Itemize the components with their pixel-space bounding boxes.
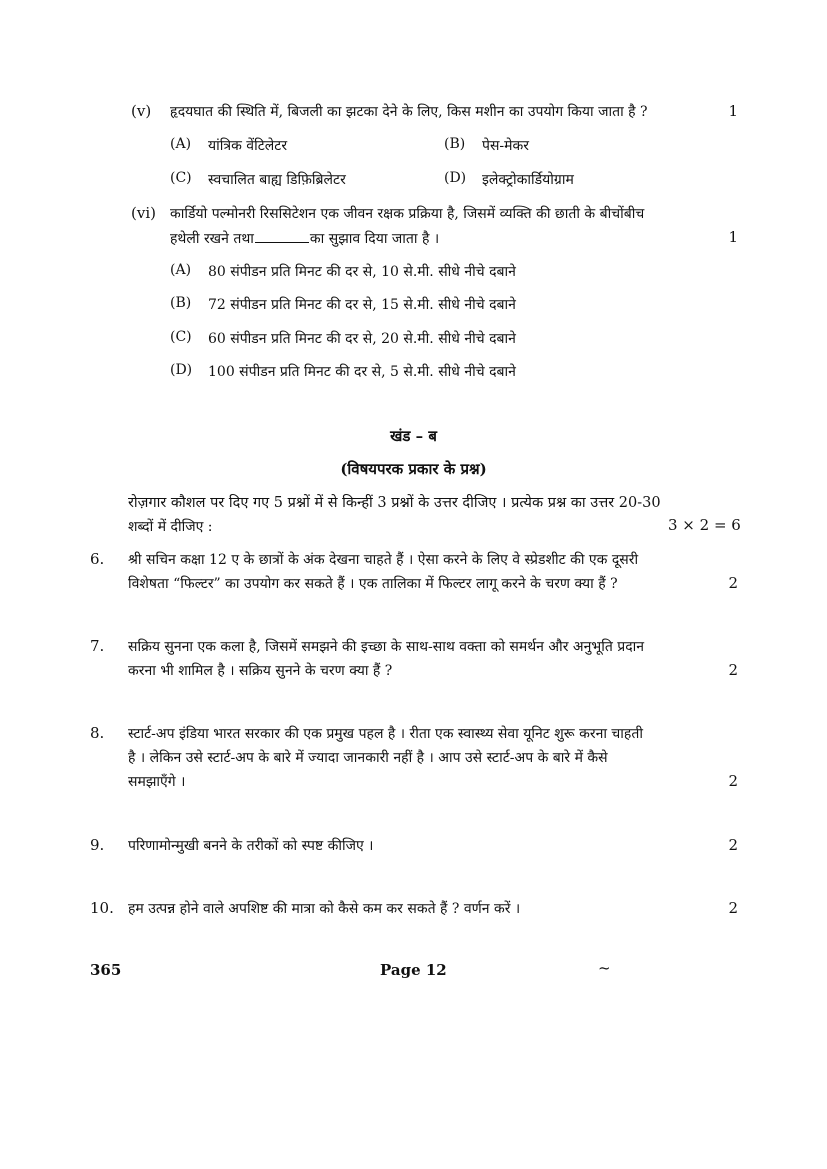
option-text: 60 संपीडन प्रति मिनट की दर से, 20 से.मी. सीधे नीचे दबाने <box>208 331 516 347</box>
question-vi-line2 <box>170 229 439 248</box>
option-text: 72 संपीडन प्रति मिनट की दर से, 15 से.मी. सीधे नीचे दबाने <box>208 297 516 313</box>
option-label: (C) <box>170 170 192 186</box>
question-v-marks: 1 <box>728 102 738 120</box>
question-marks: 2 <box>728 661 738 679</box>
question-vi-line2a: हथेली रखने तथा <box>170 231 254 247</box>
question-v-text: हृदयघात की स्थिति में, बिजली का झटका देने के लिए, किस मशीन का उपयोग किया जाता है ? <box>170 104 648 120</box>
question-text-line: सक्रिय सुनना एक कला है, जिसमें समझने की इच्छा के साथ-साथ वक्ता को समर्थन और अनुभूति प्रदान <box>128 639 645 655</box>
option-text: पेस-मेकर <box>482 138 529 154</box>
option-label: (B) <box>444 136 466 152</box>
option-label: (C) <box>170 329 192 345</box>
question-number: 9. <box>90 836 105 854</box>
question-number: 7. <box>90 637 105 655</box>
option-label: (D) <box>444 170 467 186</box>
option-text: यांत्रिक वेंटिलेटर <box>208 138 288 154</box>
question-marks: 2 <box>728 772 738 790</box>
question-number: 6. <box>90 550 105 568</box>
option-text: इलेक्ट्रोकार्डियोग्राम <box>482 172 574 188</box>
section-subtitle: (विषयपरक प्रकार के प्रश्न) <box>340 460 487 478</box>
question-marks: 2 <box>728 899 738 917</box>
option-text: 100 संपीडन प्रति मिनट की दर से, 5 से.मी. सीधे नीचे दबाने <box>208 364 516 380</box>
answer-blank <box>255 231 309 243</box>
question-number: 8. <box>90 724 105 742</box>
question-marks: 2 <box>728 836 738 854</box>
option-label: (A) <box>170 262 192 278</box>
question-text-line: करना भी शामिल है । सक्रिय सुनने के चरण क्या हैं ? <box>128 663 393 679</box>
option-label: (B) <box>170 295 192 311</box>
section-instruction-line2: शब्दों में दीजिए : <box>128 519 213 535</box>
page-number: Page 12 <box>380 961 447 979</box>
question-text-line: समझाएँगे । <box>128 774 186 790</box>
option-text: स्वचालित बाह्य डिफ़िब्रिलेटर <box>208 172 346 188</box>
question-text-line: विशेषता “फिल्टर” का उपयोग कर सकते हैं । एक तालिका में फिल्टर लागू करने के चरण क्या हैं ? <box>128 576 618 592</box>
question-marks: 2 <box>728 574 738 592</box>
section-instruction-line1: रोज़गार कौशल पर दिए गए 5 प्रश्नों में से किन्हीं 3 प्रश्नों के उत्तर दीजिए । प्रत्येक प्रश्न का उत्तर 20-30 <box>128 495 661 511</box>
question-vi-line2b: का सुझाव दिया जाता है । <box>309 231 440 247</box>
footer-mark: ~ <box>598 959 611 977</box>
section-marks-formula: 3 × 2 = 6 <box>668 516 741 534</box>
question-text-line: हम उत्पन्न होने वाले अपशिष्ट की मात्रा को कैसे कम कर सकते हैं ? वर्णन करें । <box>128 901 521 917</box>
option-label: (A) <box>170 136 192 152</box>
question-vi-marks: 1 <box>728 228 738 246</box>
question-text-line: स्टार्ट-अप इंडिया भारत सरकार की एक प्रमुख पहल है । रीता एक स्वास्थ्य सेवा यूनिट शुरू करना चाहती <box>128 726 643 742</box>
question-vi-label: (vi) <box>131 204 156 222</box>
question-number: 10. <box>90 899 114 917</box>
section-title: खंड – ब <box>390 427 437 445</box>
question-text-line: परिणामोन्मुखी बनने के तरीकों को स्पष्ट कीजिए । <box>128 838 374 854</box>
question-vi-line1: कार्डियो पल्मोनरी रिससिटेशन एक जीवन रक्षक प्रक्रिया है, जिसमें व्यक्ति की छाती के बीचोंबीच <box>170 206 645 222</box>
option-text: 80 संपीडन प्रति मिनट की दर से, 10 से.मी. सीधे नीचे दबाने <box>208 264 516 280</box>
option-label: (D) <box>170 362 193 378</box>
question-v-label: (v) <box>131 102 152 120</box>
question-text-line: श्री सचिन कक्षा 12 ए के छात्रों के अंक देखना चाहते हैं । ऐसा करने के लिए वे स्प्रेडशीट की एक दूसरी <box>128 552 639 568</box>
paper-code: 365 <box>90 961 122 979</box>
question-text-line: है । लेकिन उसे स्टार्ट-अप के बारे में ज्यादा जानकारी नहीं है । आप उसे स्टार्ट-अप के बारे में कैसे <box>128 750 608 766</box>
